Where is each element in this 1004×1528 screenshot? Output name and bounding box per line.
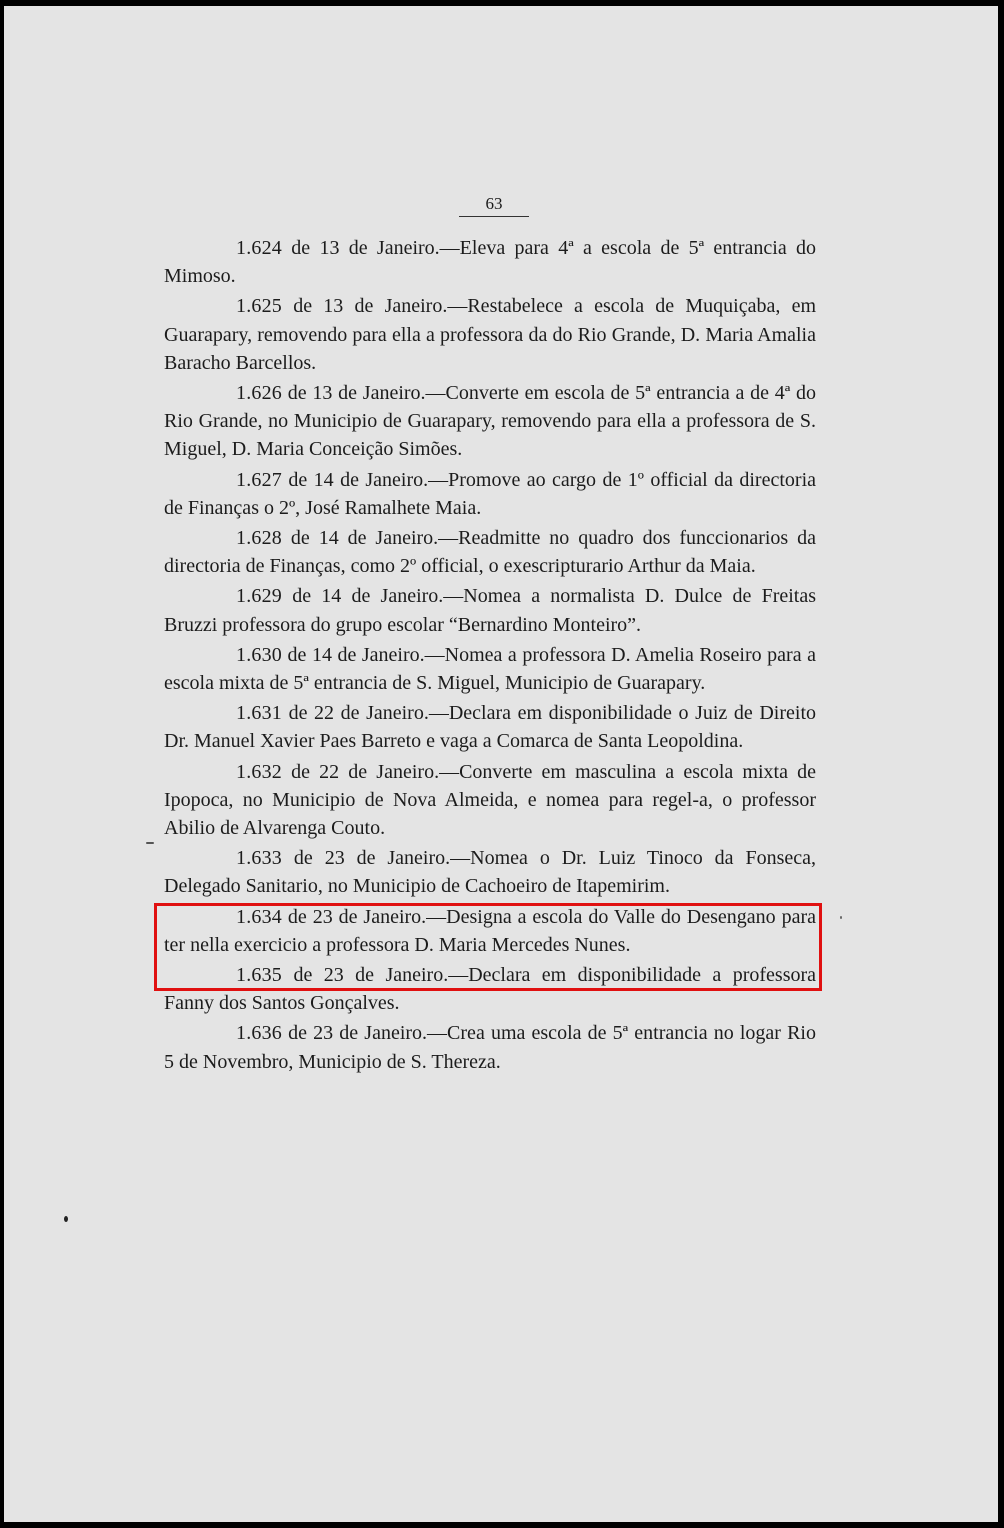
decree-entry [164,903,816,959]
decree-number: 1.625 [236,295,282,318]
ink-speck [64,1216,68,1222]
decree-text: de 13 de Janeiro.—Converte em escola de 5ª entrancia a de 4ª do Rio Grande, no Municipio de Guarapary, removendo para ella a professora de S. Miguel, D. Maria Conceição Simões. [164,382,817,461]
decree-text: de 23 de Janeiro.—Declara em disponibilidade a professora Fanny dos Santos Gonçalves. [164,964,817,1015]
decree-entry [164,961,816,1017]
decree-number: 1.633 [236,847,282,870]
ink-speck [146,842,154,844]
decree-text: de 14 de Janeiro.—Promove ao cargo de 1º official da directoria de Finanças o 2º, José Ramalhete Maia. [164,468,816,519]
decree-number: 1.630 [236,643,282,666]
decree-entry [164,699,816,755]
decree-number: 1.634 [236,905,282,928]
decree-text: de 23 de Janeiro.—Crea uma escola de 5ª entrancia no logar Rio 5 de Novembro, Municipio de S. Thereza. [164,1022,816,1073]
decree-text: de 13 de Janeiro.—Restabelece a escola de Muquiçaba, em Guarapary, removendo para ella a professora da do Rio Grande, D. Maria Amalia Baracho Barcellos. [164,295,817,374]
decree-text: de 22 de Janeiro.—Declara em disponibilidade o Juiz de Direito Dr. Manuel Xavier Paes Barreto e vaga a Comarca de Santa Leopoldina. [164,702,816,753]
decree-entry [164,524,816,580]
decree-number: 1.629 [236,585,282,608]
decree-text: de 22 de Janeiro.—Converte em masculina a escola mixta de Ipopoca, no Municipio de Nova Almeida, e nomea para regel-a, o professor Abilio de Alvarenga Couto. [164,760,816,840]
decree-number: 1.626 [236,382,282,405]
decree-entry [164,641,816,697]
decree-entry [164,466,816,522]
decree-entry [164,582,816,638]
decree-number: 1.632 [236,760,282,783]
decree-text: de 14 de Janeiro.—Readmitte no quadro dos funccionarios da directoria de Finanças, como 2º official, o exescripturario Arthur da Maia. [164,527,817,578]
decree-entry [164,234,816,290]
decree-entry [164,292,816,377]
decree-entry [164,844,816,900]
decree-text: de 14 de Janeiro.—Nomea a normalista D. Dulce de Freitas Bruzzi professora do grupo escolar “Bernardino Monteiro”. [164,585,817,636]
decree-text: de 13 de Janeiro.—Eleva para 4ª a escola de 5ª entrancia do Mimoso. [164,237,816,288]
decree-entry [164,379,816,464]
page-number: 63 [459,194,529,217]
decree-number: 1.636 [236,1022,282,1045]
decree-number: 1.624 [236,237,282,259]
decree-text: de 23 de Janeiro.—Nomea o Dr. Luiz Tinoco da Fonseca, Delegado Sanitario, no Municipio de Cachoeiro de Itapemirim. [164,847,817,898]
ink-speck [840,916,842,919]
decree-number: 1.635 [236,964,282,987]
decree-list [164,234,816,1078]
decree-text: de 14 de Janeiro.—Nomea a professora D. Amelia Roseiro para a escola mixta de 5ª entrancia de S. Miguel, Municipio de Guarapary. [164,643,816,695]
decree-entry [164,1019,816,1075]
decree-text: de 23 de Janeiro.—Designa a escola do Valle do Desengano para ter nella exercicio a professora D. Maria Mercedes Nunes. [164,905,816,956]
decree-number: 1.628 [236,527,282,550]
decree-number: 1.631 [236,702,282,725]
scanned-page [4,6,998,1522]
decree-number: 1.627 [236,468,282,491]
decree-entry-highlighted [164,758,816,843]
